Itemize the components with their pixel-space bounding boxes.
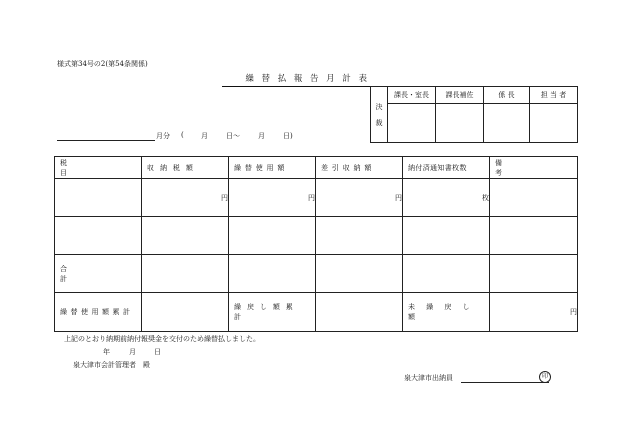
total-advance-used-cell[interactable] [229,255,316,293]
approval-role-section-chief: 課長・室長 [388,87,436,104]
total-label-wrap [55,264,141,284]
total-label: 合計 [60,264,106,283]
header-advance-used [229,157,316,179]
refund-cumulative-value-cell[interactable] [316,293,403,332]
cumulative-value-cell[interactable] [142,293,229,332]
approval-seal-person-in-charge[interactable] [530,104,578,143]
header-tax-item-a: 税目 [60,158,106,177]
total-notice-count-cell[interactable] [403,255,490,293]
header-notice-count [403,157,490,179]
table-row [55,217,578,255]
unit-sheets: 枚 [482,193,489,202]
total-net-collected-cell[interactable] [316,255,403,293]
unit-yen: 円 [308,193,315,202]
header-collected-amount [142,157,229,179]
cashier-signature-line[interactable] [461,373,549,383]
total-row [55,255,578,293]
approval-role-subsection-chief: 係 長 [484,87,530,104]
approval-box [370,86,578,143]
header-collected-amount-wrap [142,163,228,173]
net-collected-cell[interactable] [316,217,403,255]
advance-used-cell[interactable] [229,179,316,217]
approval-label-char-1: 決 [375,102,383,111]
notice-count-cell[interactable] [403,217,490,255]
approval-seal-section-chief[interactable] [388,104,436,143]
header-remarks-text: 備考 [495,158,543,177]
tax-item-cell[interactable] [55,179,142,217]
report-table [54,156,578,332]
total-label-cell [55,255,142,293]
collected-amount-cell[interactable] [142,179,229,217]
tax-item-cell[interactable] [55,217,142,255]
header-remarks-wrap [490,158,577,178]
refund-cumulative-label-wrap [229,302,315,322]
approval-seal-assistant-chief[interactable] [436,104,484,143]
remarks-cell[interactable] [490,217,578,255]
header-notice-count-text: 納付済通知書枚数 [408,163,467,172]
header-net-collected-text: 差引収納額 [321,163,376,172]
remarks-cell[interactable] [490,179,578,217]
advance-used-cell[interactable] [229,217,316,255]
unit-yen: 円 [221,193,228,202]
approval-role-person-in-charge: 担 当 者 [530,87,578,104]
notice-count-cell[interactable] [403,179,490,217]
addressee: 泉大津市会計管理者 殿 [73,361,150,369]
net-collected-cell[interactable] [316,179,403,217]
total-remarks-cell[interactable] [490,255,578,293]
refund-cumulative-label: 繰戻し額累計 [234,303,299,321]
header-collected-amount-text: 収納税額 [147,163,199,172]
cashier-label: 泉大津市出納員 [404,374,453,382]
period-end-day: 日) [283,132,293,140]
approval-role-assistant-chief: 課長補佐 [436,87,484,104]
unrefunded-label-cell [403,293,490,332]
header-remarks [490,157,578,179]
approval-vertical-label [371,87,388,143]
cumulative-label-cell [55,293,142,332]
cumulative-row [55,293,578,332]
approval-label-char-2: 裁 [375,118,383,127]
header-tax-item [55,157,142,179]
date-month: 月 [129,348,136,356]
period-start-day: 日〜 [226,132,240,140]
unrefunded-value-cell[interactable] [490,293,578,332]
table-row [55,179,578,217]
cumulative-label: 繰替使用額累計 [60,308,134,316]
header-net-collected-wrap [316,163,402,173]
period-start-month: 月 [201,132,208,140]
header-tax-item-text [55,158,141,178]
unrefunded-label: 未繰戻し額 [408,303,481,321]
unit-yen: 円 [395,193,402,202]
period-month-label: 月分 [156,132,170,140]
header-advance-used-text: 繰替使用額 [234,163,289,172]
collected-amount-cell[interactable] [142,217,229,255]
date-year: 年 [103,348,110,356]
header-advance-used-wrap [229,163,315,173]
seal-icon: 印 [539,371,551,383]
form-number: 様式第34号の2(第54条関係) [57,60,148,68]
month-blank[interactable] [57,131,155,141]
date-day: 日 [154,348,161,356]
header-notice-count-wrap [403,163,489,173]
cumulative-label-wrap [55,307,141,317]
statement-text: 上記のとおり納期前納付報奨金を交付のため繰替払しました。 [64,335,260,343]
period-end-month: 月 [258,132,265,140]
header-net-collected [316,157,403,179]
total-collected-cell[interactable] [142,255,229,293]
refund-cumulative-label-cell [229,293,316,332]
period-open-paren: ( [181,131,184,139]
page-title: 繰替払報告月計表 [222,72,398,87]
approval-seal-subsection-chief[interactable] [484,104,530,143]
table-header-row [55,157,578,179]
unit-yen: 円 [570,308,577,316]
unrefunded-label-wrap [403,302,489,322]
